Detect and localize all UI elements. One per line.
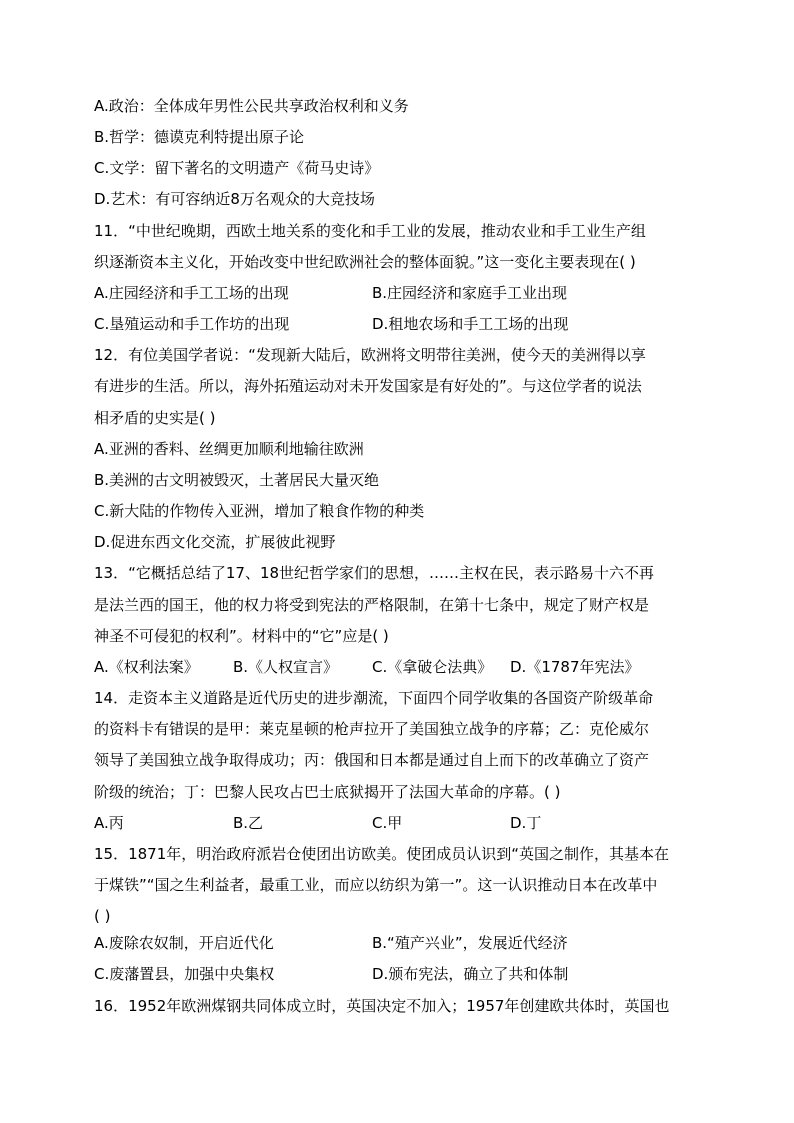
q14-option-a: A.丙	[94, 814, 124, 832]
q13-stem-line-3: 神圣不可侵犯的权利”。材料中的“它”应是( )	[94, 627, 389, 645]
q12-option-a: A.亚洲的香料、丝绸更加顺利地输往欧洲	[94, 440, 364, 458]
q14-stem-line-2: 的资料卡有错误的是甲：莱克星顿的枪声拉开了美国独立战争的序幕；乙：克伦威尔	[94, 720, 650, 738]
q15-option-a: A.废除农奴制，开启近代化	[94, 934, 274, 952]
q11-option-c: C.垦殖运动和手工作坊的出现	[94, 315, 290, 333]
q10-option-b: B.哲学：德谟克利特提出原子论	[94, 128, 305, 146]
q11-stem-line-2: 织逐渐资本主义化，开始改变中世纪欧洲社会的整体面貌。”这一变化主要表现在( )	[94, 253, 636, 271]
q15-option-b: B.“殖产兴业”，发展近代经济	[372, 934, 568, 952]
q14-option-c: C.甲	[372, 814, 403, 832]
q10-option-c: C.文学：留下著名的文明遗产《荷马史诗》	[94, 159, 380, 177]
q15-stem-line-1: 15．1871年，明治政府派岩仓使团出访欧美。使团成员认识到“英国之制作，其基本在	[94, 845, 670, 863]
q12-stem-line-1: 12．有位美国学者说：“发现新大陆后，欧洲将文明带往美洲，使今天的美洲得以享	[94, 346, 646, 364]
q13-stem-line-1: 13．“它概括总结了17、18世纪哲学家们的思想，……主权在民，表示路易十六不再	[94, 564, 655, 582]
q10-option-d: D.艺术：有可容纳近8万名观众的大竞技场	[94, 190, 375, 208]
q13-option-c: C.《拿破仑法典》	[372, 658, 493, 676]
q15-option-d: D.颁布宪法，确立了共和体制	[372, 965, 569, 983]
q15-stem-line-3: ( )	[94, 907, 111, 925]
q11-option-a: A.庄园经济和手工工场的出现	[94, 284, 289, 302]
q14-stem-line-3: 领导了美国独立战争取得成功；丙：俄国和日本都是通过自上而下的改革确立了资产	[94, 751, 650, 769]
q13-option-a: A.《权利法案》	[94, 658, 199, 676]
q12-stem-line-3: 相矛盾的史实是( )	[94, 409, 216, 427]
q13-option-d: D.《1787年宪法》	[510, 658, 640, 676]
q14-option-d: D.丁	[510, 814, 542, 832]
q14-stem-line-4: 阶级的统治；丁：巴黎人民攻占巴士底狱揭开了法国大革命的序幕。( )	[94, 783, 561, 801]
q14-stem-line-1: 14．走资本主义道路是近代历史的进步潮流，下面四个同学收集的各国资产阶级革命	[94, 689, 654, 707]
q13-option-b: B.《人权宣言》	[233, 658, 339, 676]
q14-option-b: B.乙	[233, 814, 264, 832]
q11-option-d: D.租地农场和手工工场的出现	[372, 315, 569, 333]
q16-stem-line-1: 16．1952年欧洲煤钢共同体成立时，英国决定不加入；1957年创建欧共体时，英国也	[94, 997, 670, 1015]
q13-stem-line-2: 是法兰西的国王，他的权力将受到宪法的严格限制，在第十七条中，规定了财产权是	[94, 596, 650, 614]
q12-option-c: C.新大陆的作物传入亚洲，增加了粮食作物的种类	[94, 502, 425, 520]
q15-stem-line-2: 于煤铁”“国之生利益者，最重工业，而应以纺织为第一”。这一认识推动日本在改革中	[94, 876, 658, 894]
q10-option-a: A.政治：全体成年男性公民共享政治权利和义务	[94, 97, 409, 115]
q12-stem-line-2: 有进步的生活。所以，海外拓殖运动对未开发国家是有好处的”。与这位学者的说法	[94, 377, 642, 395]
q11-stem-line-1: 11．“中世纪晚期，西欧土地关系的变化和手工业的发展，推动农业和手工业生产组	[94, 222, 646, 240]
q11-option-b: B.庄园经济和家庭手工业出现	[372, 284, 568, 302]
q12-option-d: D.促进东西文化交流，扩展彼此视野	[94, 533, 336, 551]
q15-option-c: C.废藩置县，加强中央集权	[94, 965, 275, 983]
q12-option-b: B.美洲的古文明被毁灭，土著居民大量灭绝	[94, 471, 380, 489]
